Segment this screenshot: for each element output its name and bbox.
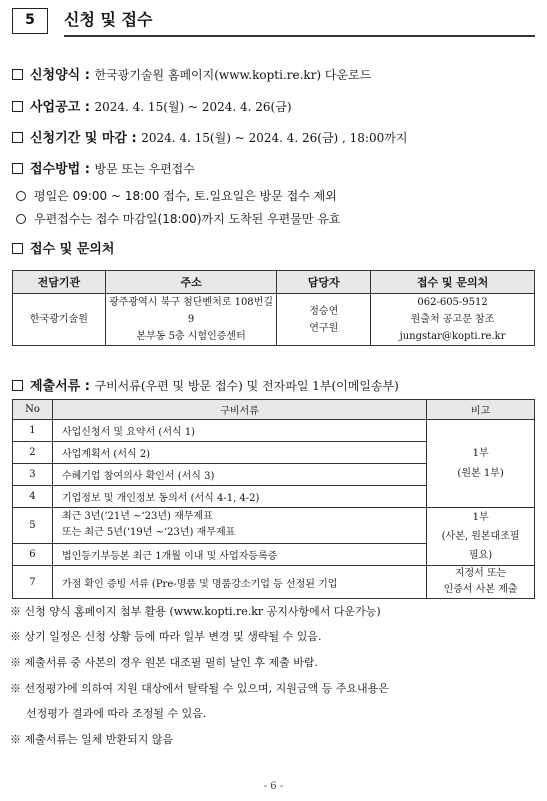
section-header xyxy=(12,8,535,34)
circle-bullet-icon xyxy=(16,191,26,201)
checkbox-square-icon xyxy=(12,380,23,391)
checkbox-square-icon xyxy=(12,163,23,174)
table-row xyxy=(13,294,535,346)
table-row: 6 법인등기부등본 최근 1개월 이내 및 사업자등록증 xyxy=(13,543,535,565)
item-label: 신청양식 xyxy=(30,68,81,83)
note: ※ 신청 양식 홈페이지 첨부 활용 (www.kopti.re.kr 공지사항에서 다운가능) xyxy=(10,605,381,618)
documents-table xyxy=(12,399,535,599)
table-row: 7 가점 확인 증빙 서류 (Pre-명품 및 명품강소기업 등 선정된 기업 지정서 또는 인증서 사본 제출 xyxy=(13,566,535,599)
table-header-cell: 전담기관 xyxy=(13,271,106,294)
docs-heading: 제출서류 : 구비서류(우편 및 방문 접수) 및 전자파일 1부(이메일송부) xyxy=(12,375,399,394)
contact-cell: 062-605-9512 원출처 공고문 참조 jungstar@kopti.re.kr xyxy=(371,294,535,346)
circle-bullet-icon xyxy=(16,214,26,224)
table-header-row xyxy=(13,400,535,420)
sub-item: 우편접수는 접수 마감일(18:00)까지 도착된 우편물만 유효 xyxy=(16,210,340,227)
table-row: 3 수혜기업 참여의사 확인서 (서식 3) xyxy=(13,464,535,486)
table-header-cell: 담당자 xyxy=(277,271,371,294)
checkbox-square-icon xyxy=(12,243,23,254)
item-application-form: 신청양식 : 한국광기술원 홈페이지(www.kopti.re.kr) 다운로드 xyxy=(12,64,371,83)
section-title: 신청 및 접수 xyxy=(64,10,153,29)
item-label: 사업공고 xyxy=(30,100,81,115)
person-cell: 정승연 연구원 xyxy=(277,294,371,346)
email-link[interactable]: jungstar@kopti.re.kr xyxy=(399,331,506,342)
item-text: 방문 또는 우편접수 xyxy=(94,162,195,176)
table-row: 2 사업계획서 (서식 2) xyxy=(13,442,535,464)
note: ※ 제출서류 중 사본의 경우 원본 대조필 필히 날인 후 제출 바람. xyxy=(10,656,318,669)
table-header-cell: 구비서류 xyxy=(52,400,426,420)
sub-item: 평일은 09:00 ~ 18:00 접수, 토.일요일은 방문 접수 제외 xyxy=(16,187,337,204)
table-row: 4 기업정보 및 개인정보 동의서 (서식 4-1, 4-2) xyxy=(13,486,535,508)
address-cell: 광주광역시 북구 첨단벤처로 108번길 9 본부동 5층 시험인증센터 xyxy=(105,294,277,346)
note: ※ 선정평가에 의하여 지원 대상에서 탈락될 수 있으며, 지원금액 등 주요내용은 xyxy=(10,682,389,695)
note: 선정평가 결과에 따라 조정될 수 있음. xyxy=(26,707,207,720)
item-label: 신청기간 및 마감 xyxy=(30,131,127,146)
table-row: 1 사업신청서 및 요약서 (서식 1) 1부 (원본 1부) xyxy=(13,420,535,442)
contact-heading: 접수 및 문의처 xyxy=(12,238,114,257)
item-period: 신청기간 및 마감 : 2024. 4. 15(월) ~ 2024. 4. 26(금) , 18:00까지 xyxy=(12,127,407,146)
table-header-cell: 접수 및 문의처 xyxy=(371,271,535,294)
section-underline xyxy=(64,35,535,37)
table-header-cell: No xyxy=(13,400,53,420)
table-header-cell: 주소 xyxy=(105,271,277,294)
note: ※ 제출서류는 일체 반환되지 않음 xyxy=(10,733,174,746)
remark-cell: 1부 (사본, 원본대조필 필요) xyxy=(427,508,535,566)
table-header-row xyxy=(13,271,535,294)
item-text: 2024. 4. 15(월) ~ 2024. 4. 26(금) , 18:00까지 xyxy=(141,131,408,145)
item-text: 한국광기술원 홈페이지(www.kopti.re.kr) 다운로드 xyxy=(94,68,372,82)
agency-cell: 한국광기술원 xyxy=(13,294,106,346)
contact-table xyxy=(12,270,535,346)
page-number: - 6 - xyxy=(263,781,284,792)
table-row: 5 최근 3년(‘21년 ~‘23년) 재무제표 또는 최근 5년(‘19년 ~‘23년) 재무제표 1부 (사본, 원본대조필 필요) xyxy=(13,508,535,544)
checkbox-square-icon xyxy=(12,69,23,80)
section-number: 5 xyxy=(12,8,48,34)
remark-cell: 1부 (원본 1부) xyxy=(427,420,535,508)
checkbox-square-icon xyxy=(12,101,23,112)
remark-cell: 지정서 또는 인증서 사본 제출 xyxy=(427,566,535,599)
item-announcement: 사업공고 : 2024. 4. 15(월) ~ 2024. 4. 26(금) xyxy=(12,96,292,115)
checkbox-square-icon xyxy=(12,132,23,143)
table-header-cell: 비고 xyxy=(427,400,535,420)
item-text: 2024. 4. 15(월) ~ 2024. 4. 26(금) xyxy=(94,100,292,114)
item-label: 접수방법 xyxy=(30,162,81,177)
item-method: 접수방법 : 방문 또는 우편접수 xyxy=(12,158,195,177)
note: ※ 상기 일정은 신청 상황 등에 따라 일부 변경 및 생략될 수 있음. xyxy=(10,630,322,643)
